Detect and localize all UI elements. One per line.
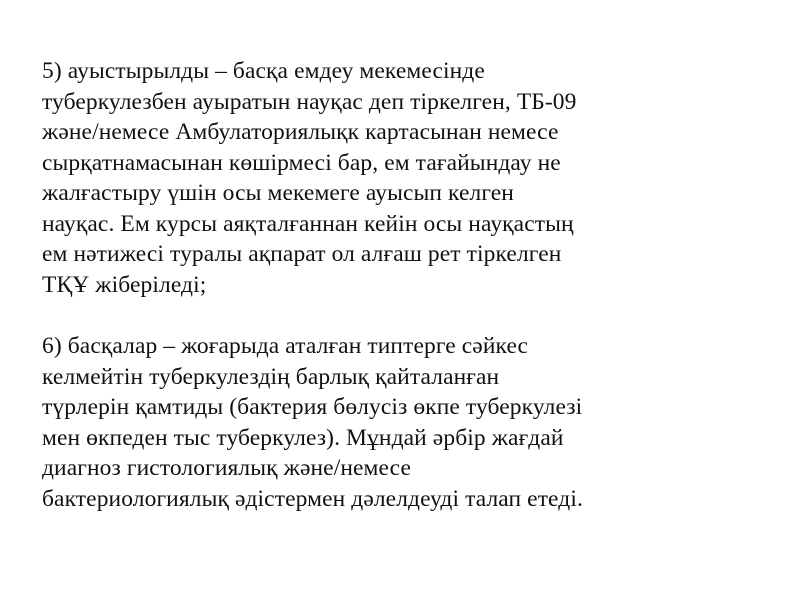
slide-text-body [42,56,772,514]
text-line: 6) басқалар – жоғарыда аталған типтерге сәйкес [42,333,529,359]
text-line: түрлерін қамтиды (бактерия бөлусіз өкпе туберкулезі [42,394,583,420]
text-line: ТҚҰ жіберіледі; [42,271,207,298]
text-line: бактериологиялық әдістермен дәлелдеуді талап етеді. [42,485,583,512]
text-line: жалғастыру үшін осы мекемеге ауысып келген [42,180,514,206]
text-line: ем нәтижесі туралы ақпарат ол алғаш рет тіркелген [42,241,562,267]
text-line: және/немесе Амбулаториялықк картасынан немесе [42,119,559,145]
text-line: 5) ауыстырылды – басқа емдеу мекемесінде [42,58,485,84]
text-line: мен өкпеден тыс туберкулез). Мұндай әрбір жағдай [42,424,564,451]
text-line: туберкулезбен ауыратын науқас деп тіркелген, ТБ-09 [42,88,577,115]
paragraph-others [42,331,772,514]
text-line: келмейтін туберкулездің барлық қайталанған [42,363,500,390]
text-line: сырқатнамасынан көшірмесі бар, ем тағайындау не [42,149,561,176]
paragraph-transferred [42,56,772,300]
text-line: науқас. Ем курсы аяқталғаннан кейін осы науқастың [42,210,574,237]
text-line: диагноз гистологиялық және/немесе [42,455,411,481]
